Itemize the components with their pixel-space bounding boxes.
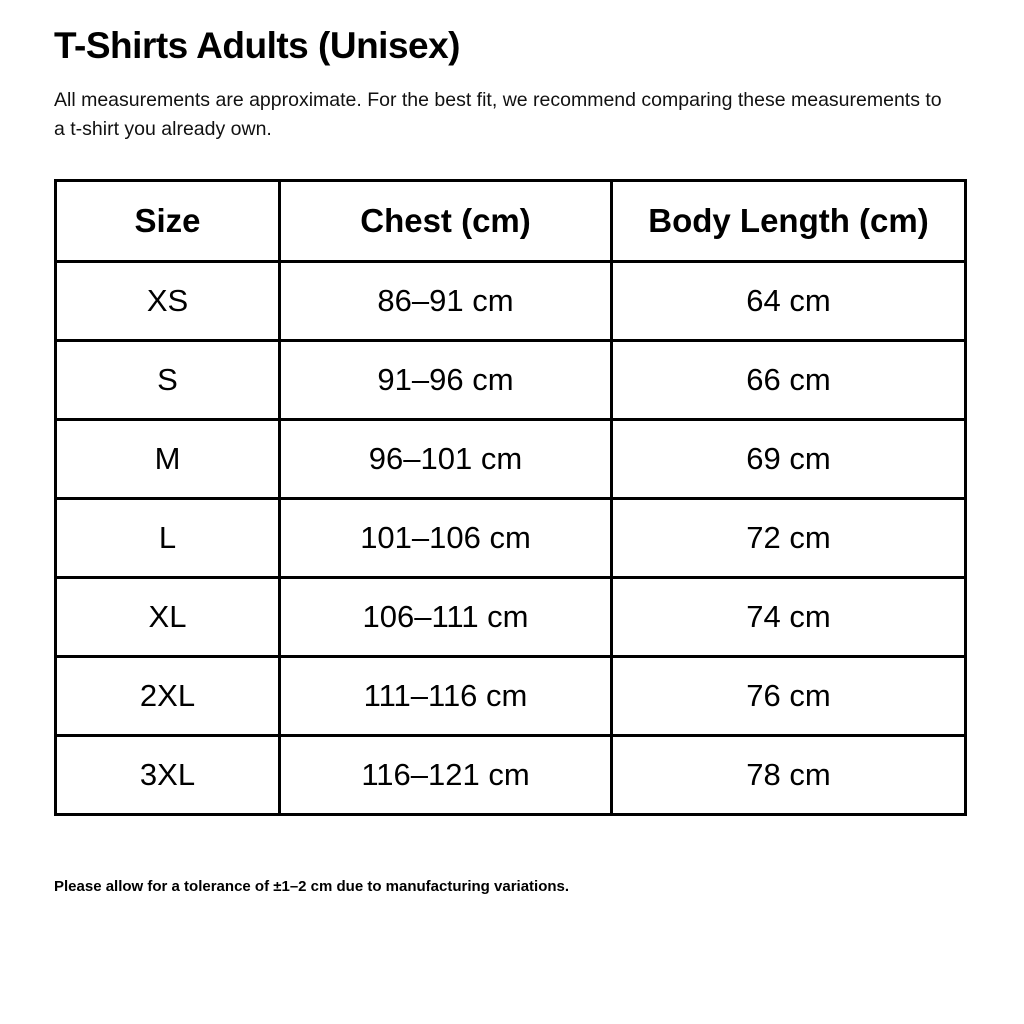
cell-chest: 91–96 cm xyxy=(280,340,612,419)
table-row xyxy=(56,735,966,814)
cell-chest: 86–91 cm xyxy=(280,261,612,340)
cell-chest: 111–116 cm xyxy=(280,656,612,735)
cell-body-length: 74 cm xyxy=(612,577,966,656)
cell-body-length: 78 cm xyxy=(612,735,966,814)
intro-text: All measurements are approximate. For the best fit, we recommend comparing these measurements to a t-shirt you already own. xyxy=(54,89,942,140)
column-header-body-length: Body Length (cm) xyxy=(612,180,966,261)
tolerance-note: Please allow for a tolerance of ±1–2 cm due to manufacturing variations. xyxy=(54,878,570,895)
cell-size: XS xyxy=(56,261,280,340)
size-table xyxy=(54,179,967,816)
cell-size: L xyxy=(56,498,280,577)
cell-size: XL xyxy=(56,577,280,656)
cell-size: 3XL xyxy=(56,735,280,814)
column-header-size: Size xyxy=(56,180,280,261)
cell-body-length: 76 cm xyxy=(612,656,966,735)
table-row xyxy=(56,261,966,340)
cell-chest: 96–101 cm xyxy=(280,419,612,498)
cell-body-length: 64 cm xyxy=(612,261,966,340)
table-row xyxy=(56,577,966,656)
table-row xyxy=(56,419,966,498)
cell-chest: 116–121 cm xyxy=(280,735,612,814)
cell-body-length: 72 cm xyxy=(612,498,966,577)
cell-size: M xyxy=(56,419,280,498)
table-row xyxy=(56,656,966,735)
cell-size: 2XL xyxy=(56,656,280,735)
table-row xyxy=(56,340,966,419)
column-header-chest: Chest (cm) xyxy=(280,180,612,261)
table-header xyxy=(56,180,966,261)
cell-chest: 101–106 cm xyxy=(280,498,612,577)
cell-chest: 106–111 cm xyxy=(280,577,612,656)
table-body xyxy=(56,261,966,814)
table-row xyxy=(56,498,966,577)
cell-size: S xyxy=(56,340,280,419)
cell-body-length: 66 cm xyxy=(612,340,966,419)
size-table-container xyxy=(54,179,970,816)
cell-body-length: 69 cm xyxy=(612,419,966,498)
page-title: T-Shirts Adults (Unisex) xyxy=(54,25,461,66)
table-header-row xyxy=(56,180,966,261)
